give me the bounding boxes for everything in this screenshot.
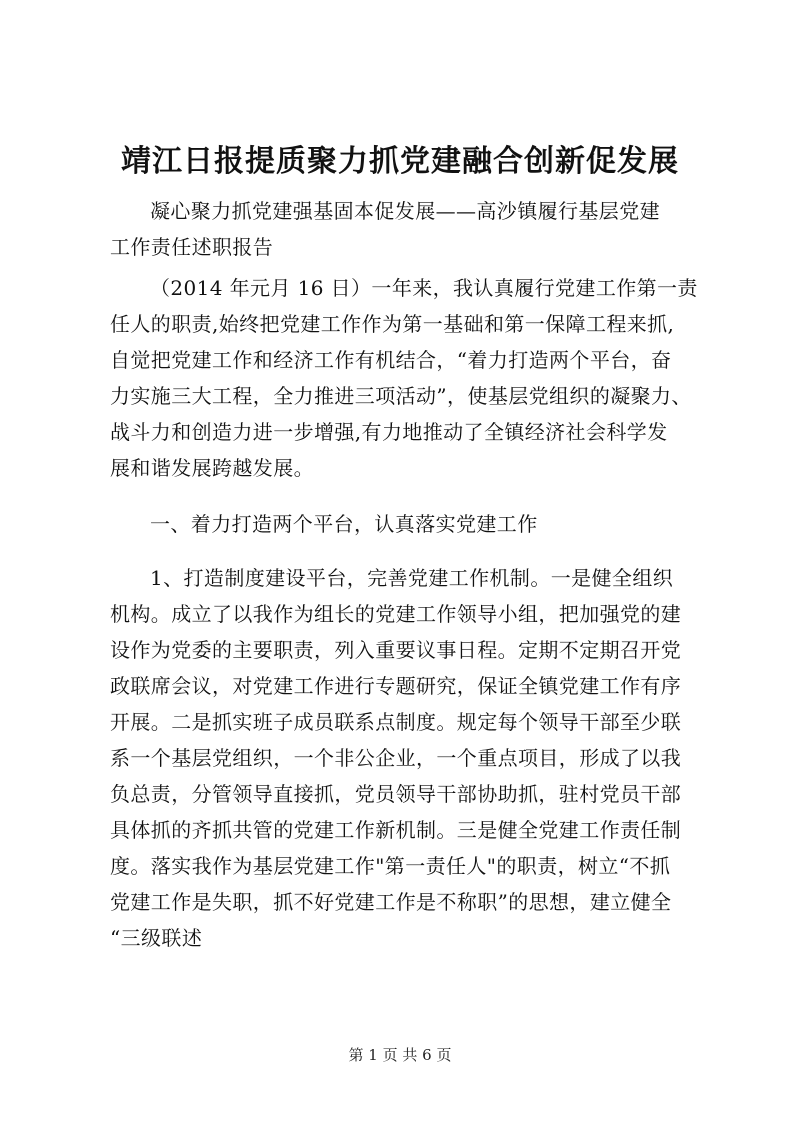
- paragraph-line: 政联席会议，对党建工作进行专题研究，保证全镇党建工作有序: [110, 674, 682, 698]
- paragraph-line: 战斗力和创造力进一步增强,有力地推动了全镇经济社会科学发: [110, 420, 668, 444]
- paragraph-line: （2014 年元月 16 日）一年来，我认真履行党建工作第一责: [150, 276, 698, 300]
- paragraph-line: 系一个基层党组织，一个非公企业，一个重点项目，形成了以我: [110, 746, 682, 770]
- paragraph-line: 力实施三大工程，全力推进三项活动”，使基层党组织的凝聚力、: [110, 384, 692, 408]
- paragraph-line: 具体抓的齐抓共管的党建工作新机制。三是健全党建工作责任制: [110, 818, 682, 842]
- section-heading: 一、着力打造两个平台，认真落实党建工作: [150, 512, 538, 536]
- paragraph-line: 度。落实我作为基层党建工作"第一责任人"的职责，树立“不抓: [110, 854, 671, 878]
- paragraph-line: 开展。二是抓实班子成员联系点制度。规定每个领导干部至少联: [110, 710, 682, 734]
- page-number-footer: 第 1 页 共 6 页: [348, 1046, 452, 1064]
- paragraph-line: 机构。成立了以我作为组长的党建工作领导小组，把加强党的建: [110, 602, 682, 626]
- paragraph-line: 1、打造制度建设平台，完善党建工作机制。一是健全组织: [150, 566, 674, 590]
- paragraph-line: “三级联述: [110, 926, 203, 950]
- paragraph-line: 任人的职责,始终把党建工作作为第一基础和第一保障工程来抓,: [110, 312, 675, 336]
- paragraph-line: 展和谐发展跨越发展。: [110, 456, 314, 480]
- subtitle-line: 凝心聚力抓党建强基固本促发展——高沙镇履行基层党建: [150, 199, 660, 223]
- paragraph-line: 设作为党委的主要职责，列入重要议事日程。定期不定期召开党: [110, 638, 682, 662]
- subtitle-line: 工作责任述职报告: [110, 235, 274, 259]
- paragraph-line: 负总责，分管领导直接抓，党员领导干部协助抓，驻村党员干部: [110, 782, 682, 806]
- paragraph-line: 自觉把党建工作和经济工作有机结合，“着力打造两个平台，奋: [110, 348, 672, 372]
- page-title: 靖江日报提质聚力抓党建融合创新促发展: [121, 144, 679, 179]
- paragraph-line: 党建工作是失职，抓不好党建工作是不称职”的思想，建立健全: [110, 890, 672, 914]
